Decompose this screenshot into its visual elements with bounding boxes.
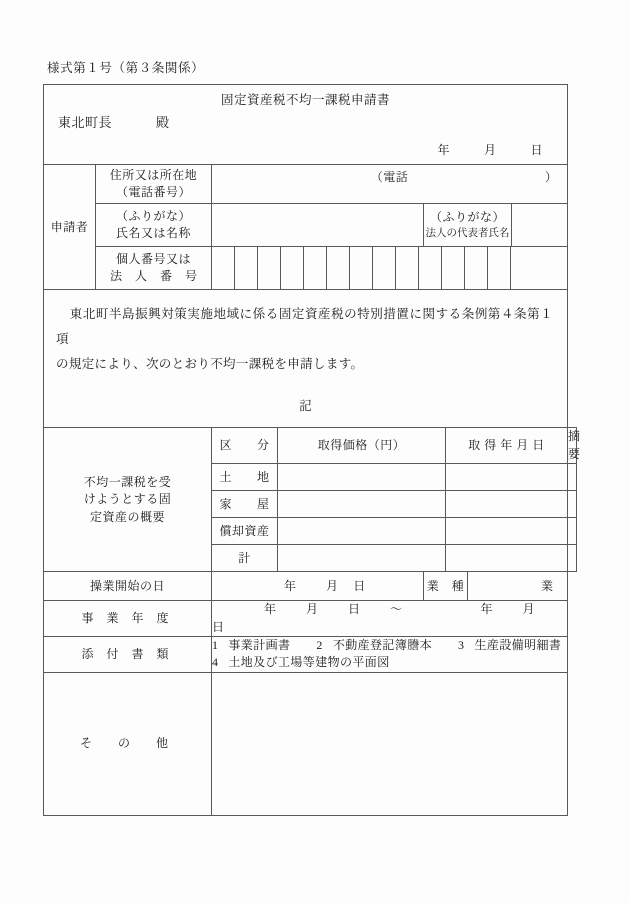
property-category-land: 土 地 (212, 464, 278, 491)
address-label-line2: （電話番号） (115, 185, 191, 200)
address-input-cell[interactable] (212, 165, 568, 204)
id-number-box[interactable] (327, 247, 350, 289)
attachment-2-num: 2 (316, 638, 323, 653)
date-day-label[interactable]: 日 (530, 142, 543, 157)
operation-start-year: 年 (283, 578, 297, 593)
property-section-label-line2: けようとする固 (83, 492, 172, 507)
representative-furigana-label: （ふりがな） (429, 210, 505, 225)
name-label (96, 204, 212, 247)
attachments-line-2 (212, 654, 567, 671)
telephone-open-paren: （電話 (370, 170, 409, 185)
statement-cell (44, 290, 568, 428)
attachment-2-text: 不動産登記簿謄本 (332, 638, 433, 653)
property-section-label-line3: 定資産の概要 (89, 509, 165, 524)
id-number-label-line1: 個人番号又は (115, 251, 191, 266)
property-price-building[interactable] (278, 491, 446, 518)
statement-line-1: 東北町半島振興対策実施地域に係る固定資産税の特別措置に関する条例第４条第１項 (56, 307, 553, 347)
fiscal-from-year: 年 (264, 602, 277, 617)
attachments-list (212, 637, 568, 673)
applicant-name-input[interactable] (212, 204, 424, 247)
operation-start-month: 月 (325, 578, 339, 593)
date-month-label[interactable]: 月 (483, 142, 497, 157)
operation-start-label: 操業開始の日 (44, 572, 212, 601)
telephone-close-paren: ） (544, 170, 557, 185)
attachments-line-1 (212, 637, 567, 654)
statement-line-2: の規定により、次のとおり不均一課税を申請します。 (56, 357, 364, 372)
id-number-boxes-cell[interactable] (212, 247, 568, 290)
column-header-price: 取得価格（円） (278, 428, 446, 464)
attachments-row (44, 637, 577, 673)
fiscal-year-label: 事 業 年 度 (44, 601, 212, 637)
property-acquired-depreciable[interactable] (446, 518, 568, 545)
fiscal-from-day: 日 (348, 602, 361, 617)
operation-start-day: 日 (353, 578, 366, 593)
form-title: 固定資産税不均一課税申請書 (220, 93, 390, 107)
fiscal-to-month: 月 (522, 602, 536, 617)
property-category-depreciable: 償却資産 (212, 518, 278, 545)
addressee-line (44, 109, 567, 135)
application-form-table (43, 84, 606, 816)
industry-input[interactable] (468, 572, 568, 601)
property-remarks-building[interactable] (568, 491, 577, 518)
date-year-label[interactable]: 年 (437, 142, 450, 157)
property-table-header-row (44, 428, 577, 464)
header-row (44, 85, 577, 165)
attachment-3-num: 3 (458, 638, 465, 653)
id-number-box-grid[interactable] (212, 247, 567, 289)
attachment-4-num: 4 (212, 655, 219, 670)
property-section-label (44, 428, 212, 572)
address-label (96, 165, 212, 204)
other-label: そ の 他 (44, 672, 212, 815)
property-price-land[interactable] (278, 464, 446, 491)
fiscal-to-day: 日 (212, 619, 225, 634)
fiscal-from-month: 月 (306, 602, 319, 617)
id-number-label (96, 247, 212, 290)
fiscal-year-field[interactable] (212, 601, 568, 637)
operation-start-date-field[interactable] (212, 572, 424, 601)
attachment-3-text: 生産設備明細書 (474, 638, 562, 653)
statement-row (44, 290, 577, 428)
id-number-box[interactable] (442, 247, 465, 289)
representative-label-text: 法人の代表者氏名 (425, 228, 510, 240)
id-number-box[interactable] (419, 247, 442, 289)
property-acquired-building[interactable] (446, 491, 568, 518)
name-furigana-label: （ふりがな） (115, 208, 191, 223)
attachment-1-text: 事業計画書 (228, 638, 291, 653)
applicant-number-row (44, 247, 577, 290)
property-acquired-total[interactable] (446, 545, 568, 572)
property-remarks-depreciable[interactable] (568, 518, 577, 545)
attachment-4-text: 土地及び工場等建物の平面図 (228, 655, 390, 670)
fiscal-to-year: 年 (480, 602, 494, 617)
telephone-field[interactable] (212, 165, 567, 203)
applicant-section-label: 申請者 (44, 165, 96, 290)
id-number-box[interactable] (258, 247, 281, 289)
fiscal-range-tilde: ～ (390, 602, 403, 617)
property-price-total[interactable] (278, 545, 446, 572)
id-number-box-trailing[interactable] (511, 247, 567, 289)
property-acquired-land[interactable] (446, 464, 568, 491)
id-number-box[interactable] (373, 247, 396, 289)
property-category-total: 計 (212, 545, 278, 572)
attachments-label: 添 付 書 類 (44, 637, 212, 673)
id-number-box[interactable] (212, 247, 235, 289)
fiscal-year-row (44, 601, 577, 637)
id-number-box[interactable] (304, 247, 327, 289)
addressee-honorific: 殿 (156, 115, 170, 131)
property-section-label-line1: 不均一課税を受 (83, 474, 172, 489)
column-header-acquired-date: 取 得 年 月 日 (446, 428, 568, 464)
operation-start-row (44, 572, 577, 601)
id-number-label-line2: 法 人 番 号 (109, 269, 202, 284)
other-input[interactable] (212, 672, 568, 815)
id-number-box[interactable] (281, 247, 304, 289)
applicant-name-row (44, 204, 577, 247)
industry-suffix: 業 (540, 578, 553, 593)
attachment-1-num: 1 (212, 638, 219, 653)
address-label-line1: 住所又は所在地 (109, 167, 198, 182)
addressee-name: 東北町長 (58, 115, 113, 131)
property-remarks-land[interactable] (568, 464, 577, 491)
id-number-box[interactable] (396, 247, 419, 289)
id-number-box[interactable] (488, 247, 511, 289)
id-number-box[interactable] (465, 247, 488, 289)
industry-label: 業 種 (424, 572, 468, 601)
representative-name-input[interactable] (512, 204, 568, 247)
ki-marker: 記 (299, 399, 312, 414)
column-header-category: 区 分 (212, 428, 278, 464)
property-category-building: 家 屋 (212, 491, 278, 518)
submission-date-line (44, 135, 567, 164)
name-label-text: 氏名又は名称 (115, 226, 191, 241)
applicant-address-row (44, 165, 577, 204)
statement-text (44, 290, 567, 383)
representative-label (424, 204, 512, 247)
id-number-box[interactable] (350, 247, 373, 289)
column-header-remarks: 摘 要 (568, 428, 577, 464)
form-number: 様式第１号（第３条関係） (47, 61, 205, 75)
property-price-depreciable[interactable] (278, 518, 446, 545)
id-number-box[interactable] (235, 247, 258, 289)
other-row (44, 672, 577, 815)
property-remarks-total[interactable] (568, 545, 577, 572)
